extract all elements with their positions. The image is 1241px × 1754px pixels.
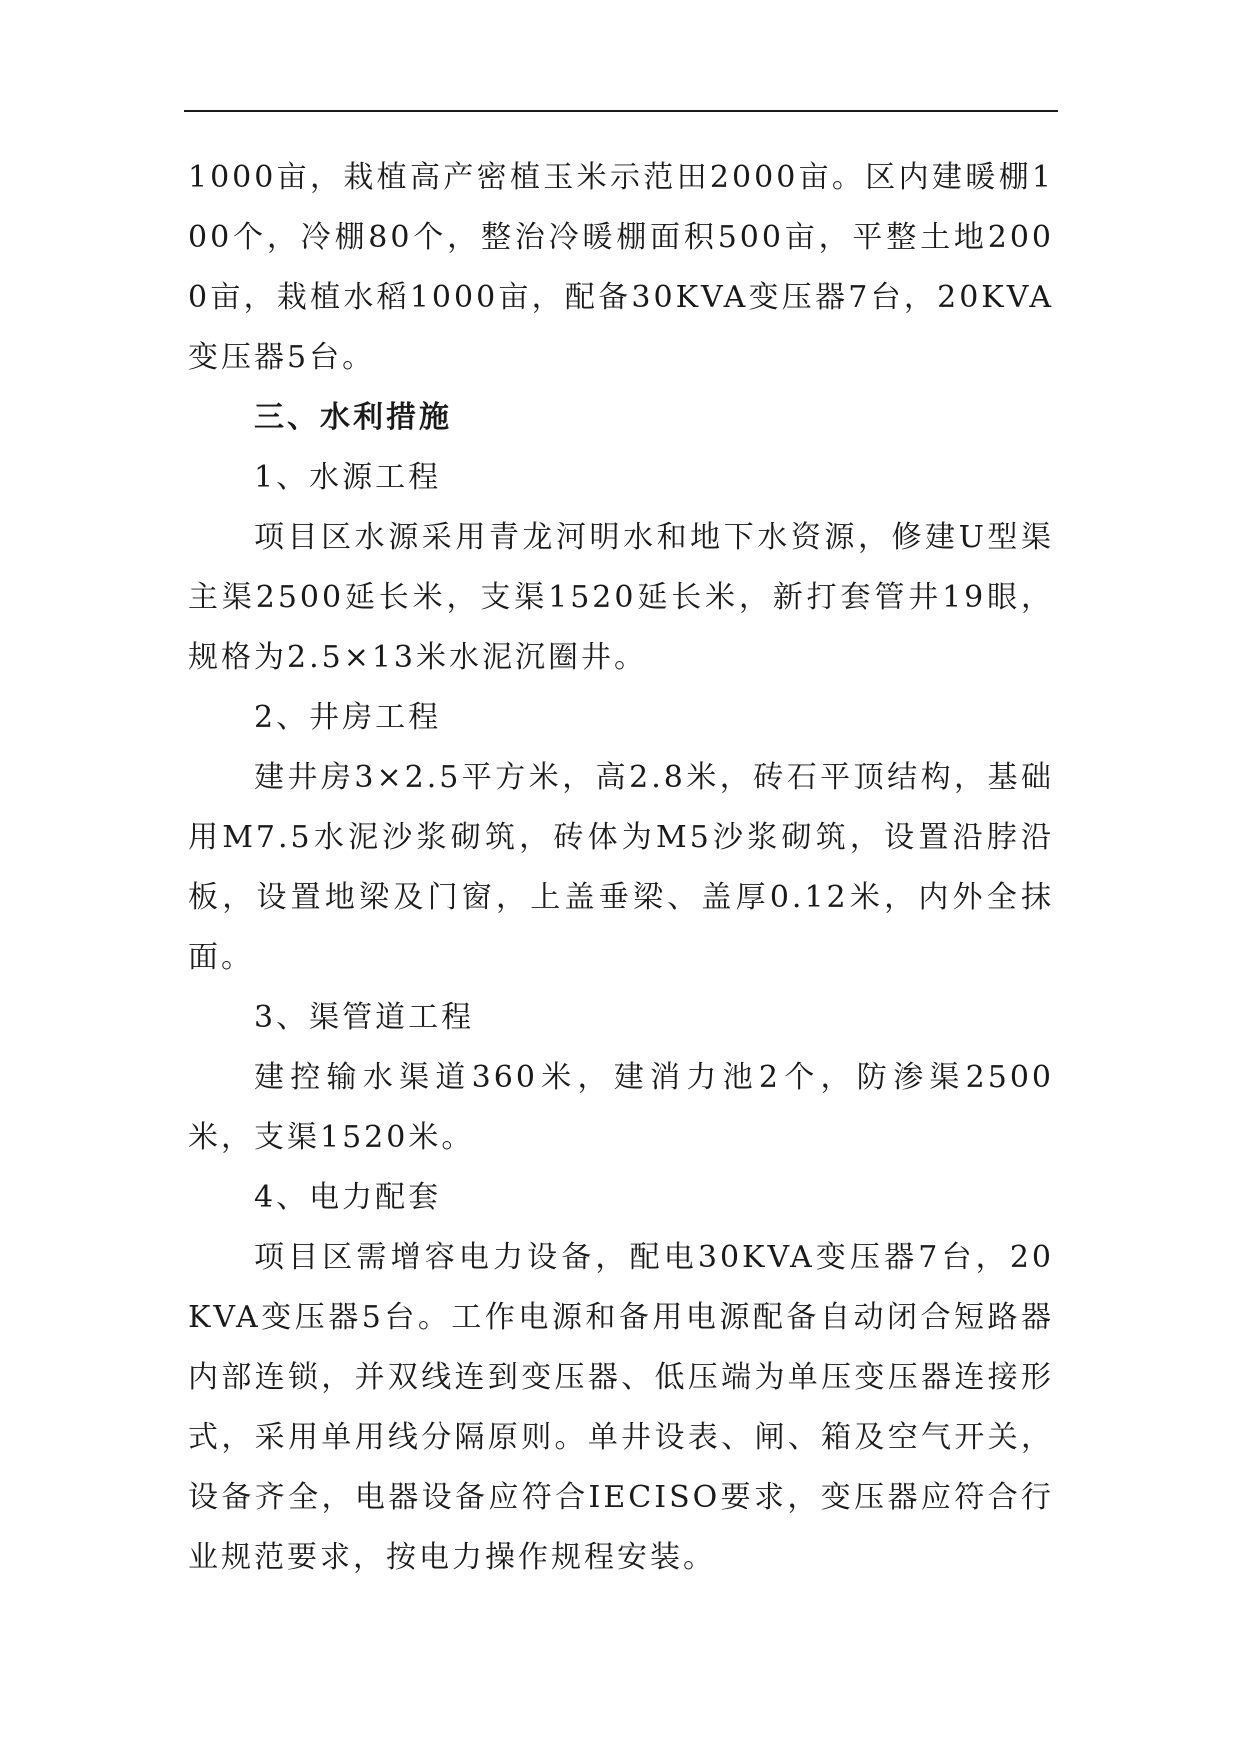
paragraph-continued: 1000亩，栽植高产密植玉米示范田2000亩。区内建暖棚100个，冷棚80个，整治冷暖棚面积500亩，平整土地2000亩，栽植水稻1000亩，配备30KVA变压器7台，20KVA变压器5台。 (188, 160, 1054, 375)
subheading-power-supply: 4、电力配套 (254, 1180, 442, 1215)
document-body (188, 148, 1054, 1588)
subheading-well-house: 2、井房工程 (254, 700, 442, 735)
subheading-water-source: 1、水源工程 (254, 460, 442, 495)
paragraph-well-house: 建井房3×2.5平方米，高2.8米，砖石平顶结构，基础用M7.5水泥沙浆砌筑，砖体为M5沙浆砌筑，设置沿脖沿板，设置地梁及门窗，上盖垂梁、盖厚0.12米，内外全抹面。 (188, 760, 1054, 975)
paragraph-channel-pipeline: 建控输水渠道360米，建消力池2个，防渗渠2500米，支渠1520米。 (188, 1060, 1054, 1155)
section-heading-water-measures: 三、水利措施 (254, 400, 452, 435)
paragraph-water-source: 项目区水源采用青龙河明水和地下水资源，修建U型渠主渠2500延长米，支渠1520延长米，新打套管井19眼，规格为2.5×13米水泥沉圈井。 (188, 520, 1054, 675)
subheading-channel-pipeline: 3、渠管道工程 (254, 1000, 475, 1035)
header-rule (184, 110, 1058, 112)
paragraph-power-supply: 项目区需增容电力设备，配电30KVA变压器7台，20KVA变压器5台。工作电源和备用电源配备自动闭合短路器内部连锁，并双线连到变压器、低压端为单压变压器连接形式，采用单用线分隔原则。单井设表、闸、箱及空气开关，设备齐全，电器设备应符合IECISO要求，变压器应符合行业规范要求，按电力操作规程安装。 (188, 1240, 1054, 1575)
